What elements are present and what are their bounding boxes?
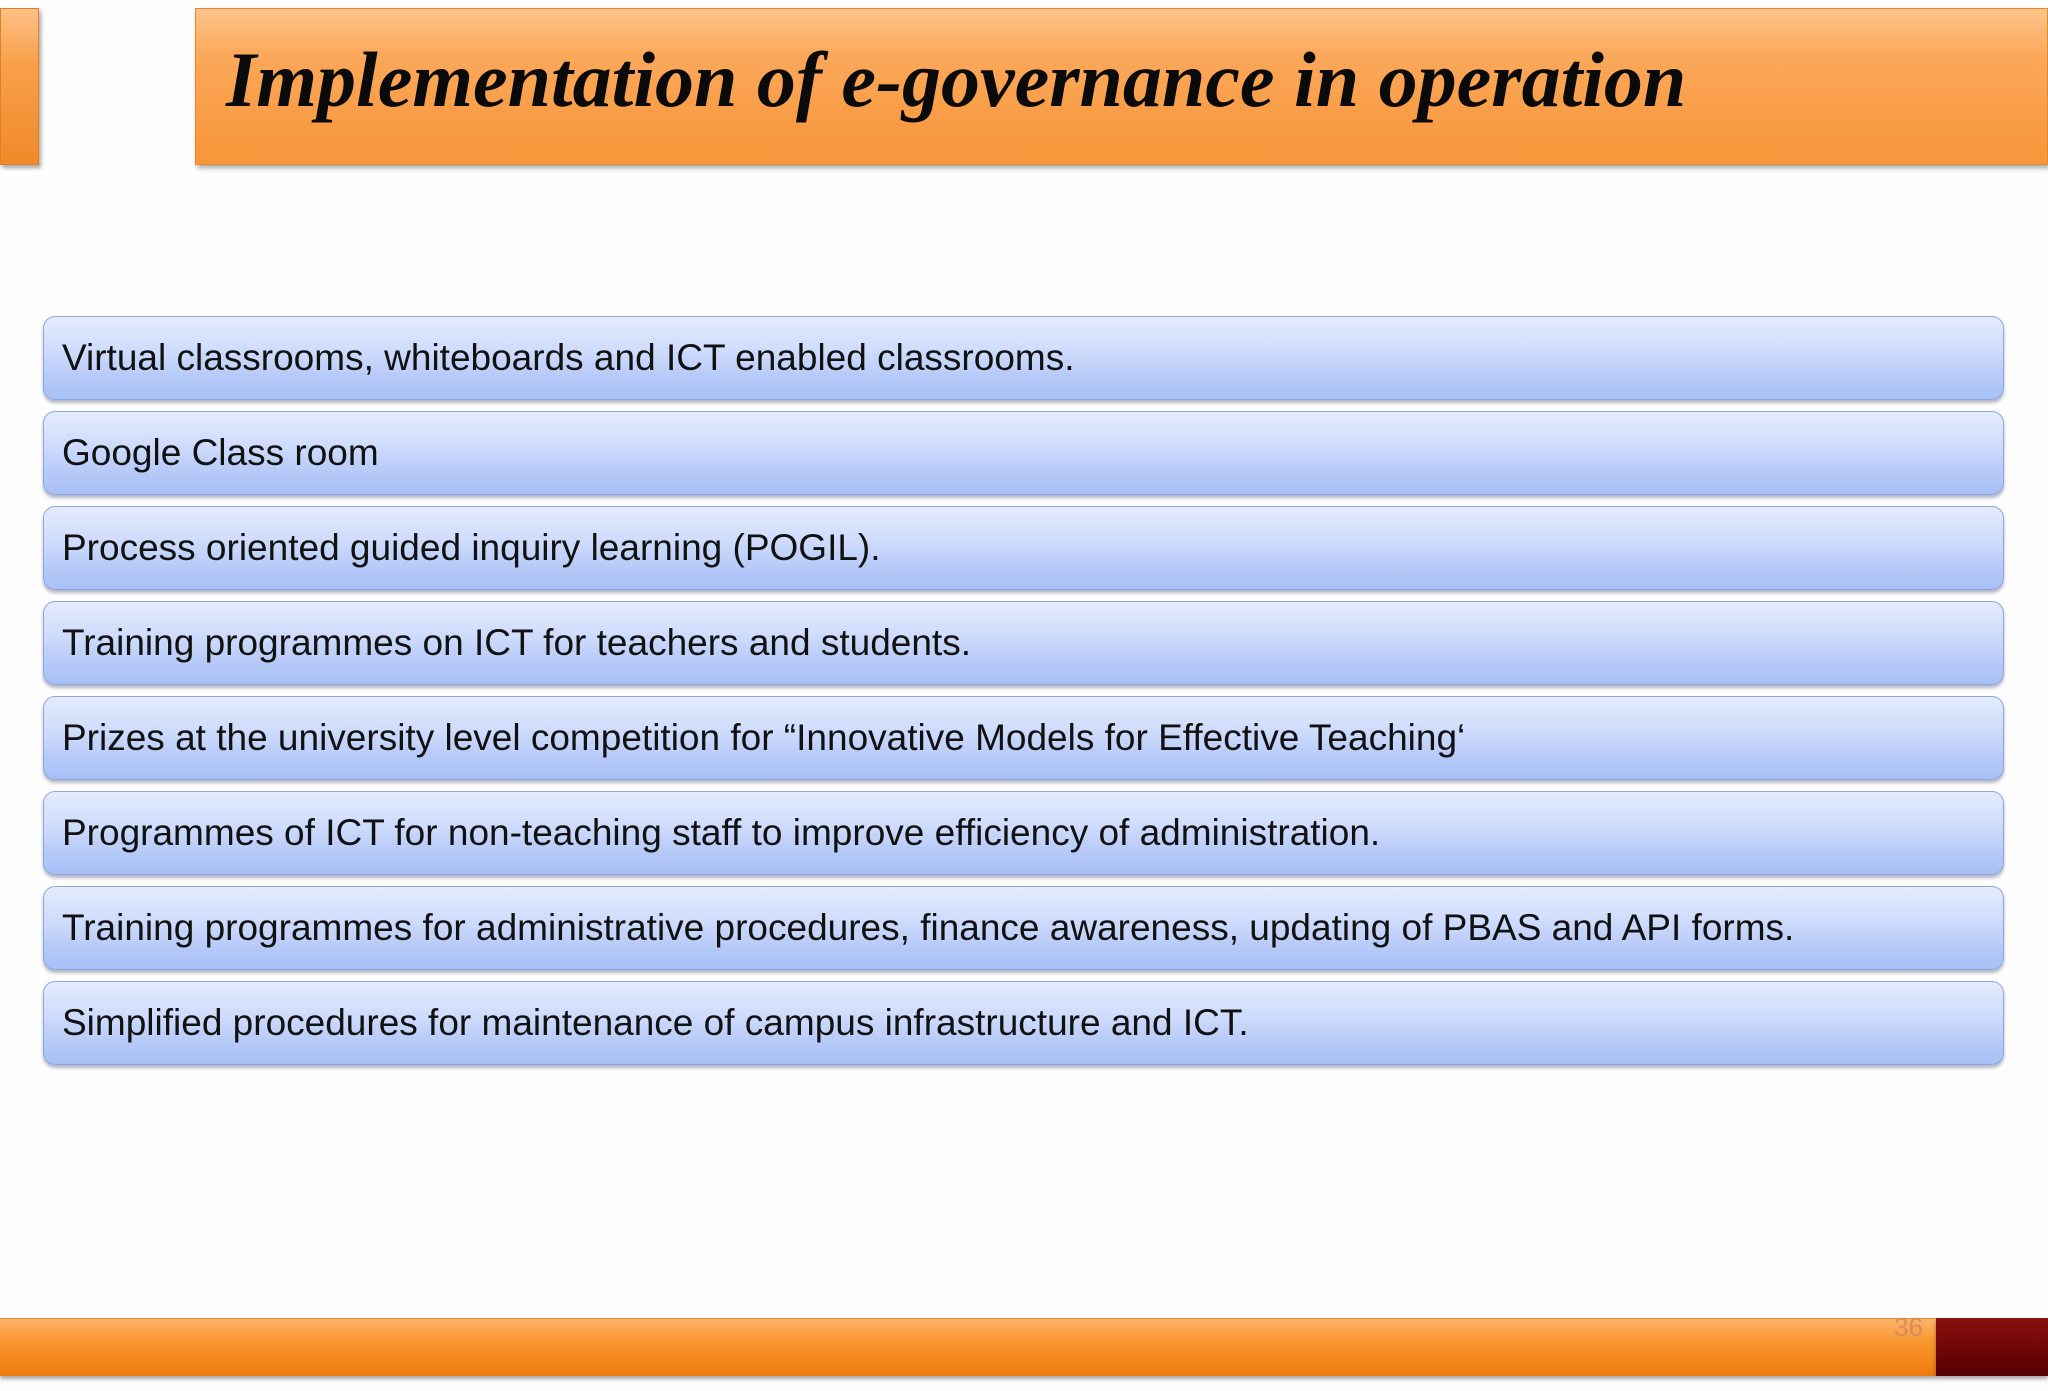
list-item-label: Prizes at the university level competition for “Innovative Models for Effective Teaching‘ (62, 717, 1466, 758)
list-item (43, 411, 2004, 495)
title-bar (195, 8, 2048, 165)
content-list (43, 316, 2004, 1076)
page-number: 36 (1894, 1312, 1923, 1342)
list-item-label: Simplified procedures for maintenance of campus infrastructure and ICT. (62, 1002, 1249, 1043)
list-item (43, 886, 2004, 970)
list-item-label: Training programmes on ICT for teachers and students. (62, 622, 971, 663)
list-item-label: Process oriented guided inquiry learning (POGIL). (62, 527, 881, 568)
list-item (43, 601, 2004, 685)
list-item (43, 316, 2004, 400)
list-item-label: Google Class room (62, 432, 379, 473)
list-item-label: Programmes of ICT for non-teaching staff to improve efficiency of administration. (62, 812, 1381, 853)
list-item-label: Training programmes for administrative procedures, finance awareness, updating of PBAS and API forms. (62, 907, 1795, 948)
list-item (43, 696, 2004, 780)
footer-bar (0, 1318, 1936, 1376)
list-item (43, 981, 2004, 1065)
list-item (43, 791, 2004, 875)
header-left-tab (0, 8, 39, 165)
footer-accent-block (1936, 1318, 2048, 1376)
list-item-label: Virtual classrooms, whiteboards and ICT enabled classrooms. (62, 337, 1075, 378)
list-item (43, 506, 2004, 590)
slide-title: Implementation of e-governance in operation (226, 36, 1687, 123)
